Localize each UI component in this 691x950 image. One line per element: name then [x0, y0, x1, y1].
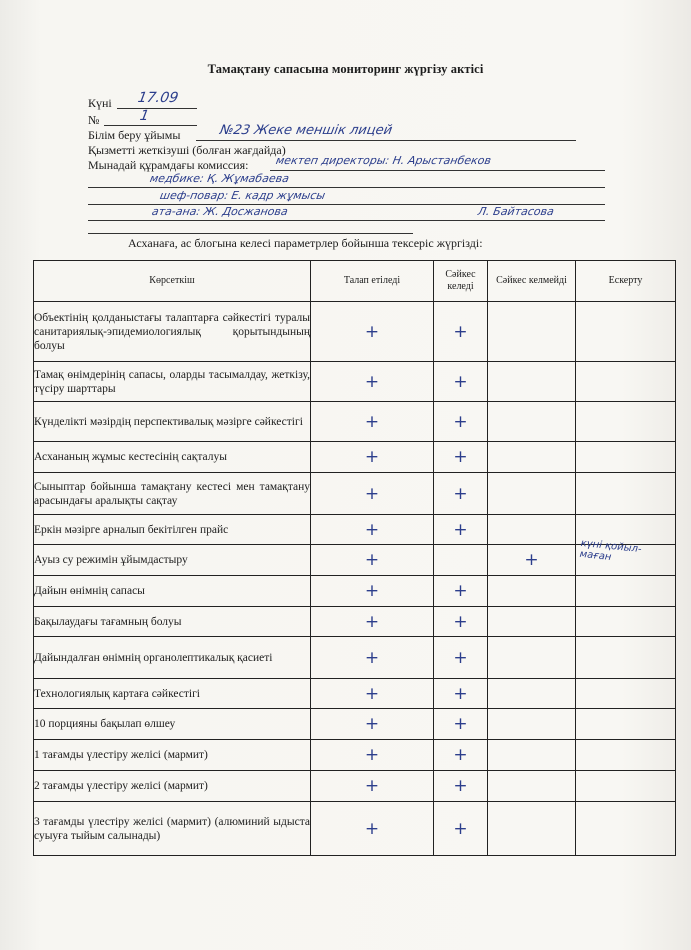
date-value: 17.09 [136, 90, 180, 106]
noncompliant-mark [488, 802, 576, 856]
table-row [34, 740, 676, 771]
table-row [34, 771, 676, 802]
note-cell [576, 362, 676, 402]
compliant-mark: + [434, 802, 488, 856]
indicator-cell: Асхананың жұмыс кестесінің сақталуы [34, 442, 311, 473]
noncompliant-mark [488, 576, 576, 607]
column-header: Сәйкес келеді [434, 261, 488, 302]
number-line [104, 125, 197, 126]
required-mark: + [311, 679, 434, 709]
table-row [34, 515, 676, 545]
commission-member-1: мектеп директоры: Н. Арыстанбеков [274, 154, 493, 167]
commission-line-1 [270, 170, 605, 171]
compliant-mark: + [434, 362, 488, 402]
commission-line-4 [88, 220, 605, 221]
required-mark: + [311, 576, 434, 607]
school-value: №23 Жеке меншік лицей [218, 123, 394, 138]
table-row [34, 545, 676, 576]
noncompliant-mark [488, 442, 576, 473]
note-cell [576, 771, 676, 802]
noncompliant-mark [488, 679, 576, 709]
column-header: Ескерту [576, 261, 676, 302]
required-mark: + [311, 473, 434, 515]
compliant-mark: + [434, 637, 488, 679]
table-row [34, 637, 676, 679]
noncompliant-mark [488, 607, 576, 637]
required-mark: + [311, 637, 434, 679]
note-cell [576, 302, 676, 362]
note-cell [576, 709, 676, 740]
note-cell [576, 576, 676, 607]
commission-label: Мынадай құрамдағы комиссия: [88, 158, 249, 172]
table-row [34, 442, 676, 473]
compliant-mark: + [434, 473, 488, 515]
compliant-mark: + [434, 302, 488, 362]
note-cell [576, 442, 676, 473]
required-mark: + [311, 740, 434, 771]
table-row [34, 802, 676, 856]
note-cell [576, 537, 676, 576]
table-header-row [34, 261, 676, 302]
noncompliant-mark [488, 515, 576, 545]
table-row [34, 362, 676, 402]
indicator-cell: Дайындалған өнімнің органолептикалық қасиеті [34, 637, 311, 679]
column-header: Сәйкес келмейді [488, 261, 576, 302]
column-header: Көрсеткіш [34, 261, 311, 302]
required-mark: + [311, 362, 434, 402]
table-row [34, 709, 676, 740]
noncompliant-mark [488, 402, 576, 442]
indicator-cell: 10 порцияны бақылап өлшеу [34, 709, 311, 740]
column-header: Талап етіледі [311, 261, 434, 302]
table-row [34, 402, 676, 442]
compliant-mark: + [434, 771, 488, 802]
compliant-mark: + [434, 709, 488, 740]
indicator-cell: 1 тағамды үлестіру желісі (мармит) [34, 740, 311, 771]
signature-name: Л. Байтасова [476, 205, 556, 218]
indicator-cell: Сыныптар бойынша тамақтану кестесі мен тамақтану арасындағы аралықты сақтау [34, 473, 311, 515]
indicator-cell: Еркін мәзірге арналып бекітілген прайс [34, 515, 311, 545]
intro-text: Асханаға, ас блогына келесі параметрлер бойынша тексеріс жүргізді: [128, 236, 483, 250]
commission-member-3: шеф-повар: Е. кадр жұмысы [158, 189, 327, 202]
noncompliant-mark [488, 302, 576, 362]
checklist-table [33, 260, 676, 856]
noncompliant-mark [488, 709, 576, 740]
noncompliant-mark [488, 473, 576, 515]
note-cell [576, 402, 676, 442]
school-line [196, 140, 576, 141]
noncompliant-mark [488, 740, 576, 771]
note-text: күні қойыл- маған [579, 537, 642, 564]
required-mark: + [311, 302, 434, 362]
noncompliant-mark [488, 362, 576, 402]
note-cell [576, 607, 676, 637]
note-cell [576, 740, 676, 771]
noncompliant-mark [488, 771, 576, 802]
document-title: Тамақтану сапасына мониторинг жүргізу актісі [207, 62, 484, 76]
compliant-mark: + [434, 740, 488, 771]
number-label: № [88, 113, 100, 127]
compliant-mark: + [434, 402, 488, 442]
required-mark: + [311, 802, 434, 856]
table-row [34, 607, 676, 637]
compliant-mark: + [434, 679, 488, 709]
noncompliant-mark [488, 637, 576, 679]
indicator-cell: Бақылаудағы тағамның болуы [34, 607, 311, 637]
note-cell [576, 679, 676, 709]
school-label: Білім беру ұйымы [88, 128, 181, 142]
required-mark: + [311, 709, 434, 740]
compliant-mark: + [434, 576, 488, 607]
compliant-mark [434, 545, 488, 576]
required-mark: + [311, 442, 434, 473]
indicator-cell: Дайын өнімнің сапасы [34, 576, 311, 607]
supplier-label: Қызметті жеткізуші (болған жағдайда) [88, 143, 286, 157]
note-cell [576, 802, 676, 856]
indicator-cell: 2 тағамды үлестіру желісі (мармит) [34, 771, 311, 802]
indicator-cell: Ауыз су режимін ұйымдастыру [34, 545, 311, 576]
commission-line-5 [88, 233, 413, 234]
required-mark: + [311, 402, 434, 442]
required-mark: + [311, 515, 434, 545]
indicator-cell: Күнделікті мәзірдің перспективалық мәзірге сәйкестігі [34, 402, 311, 442]
required-mark: + [311, 771, 434, 802]
indicator-cell: Технологиялық картаға сәйкестігі [34, 679, 311, 709]
compliant-mark: + [434, 607, 488, 637]
table-row [34, 473, 676, 515]
commission-line-2 [88, 187, 605, 188]
table-row [34, 302, 676, 362]
number-value: 1 [138, 108, 151, 124]
indicator-cell: Тамақ өнімдерінің сапасы, оларды тасымалдау, жеткізу, түсіру шарттары [34, 362, 311, 402]
compliant-mark: + [434, 442, 488, 473]
date-line [117, 108, 197, 109]
required-mark: + [311, 607, 434, 637]
compliant-mark: + [434, 515, 488, 545]
table-row [34, 679, 676, 709]
commission-member-2: медбике: Қ. Жұмабаева [148, 172, 291, 185]
note-cell [576, 637, 676, 679]
date-label: Күні [88, 96, 112, 110]
indicator-cell: Объектінің қолданыстағы талаптарға сәйкестігі туралы санитариялық-эпидемиологиялық қорытындының болуы [34, 302, 311, 362]
required-mark: + [311, 545, 434, 576]
indicator-cell: 3 тағамды үлестіру желісі (мармит) (алюминий ыдыста суыуға тыйым салынады) [34, 802, 311, 856]
table-row [34, 576, 676, 607]
note-cell [576, 473, 676, 515]
commission-member-4: ата-ана: Ж. Досжанова [150, 205, 289, 218]
noncompliant-mark: + [488, 545, 576, 576]
